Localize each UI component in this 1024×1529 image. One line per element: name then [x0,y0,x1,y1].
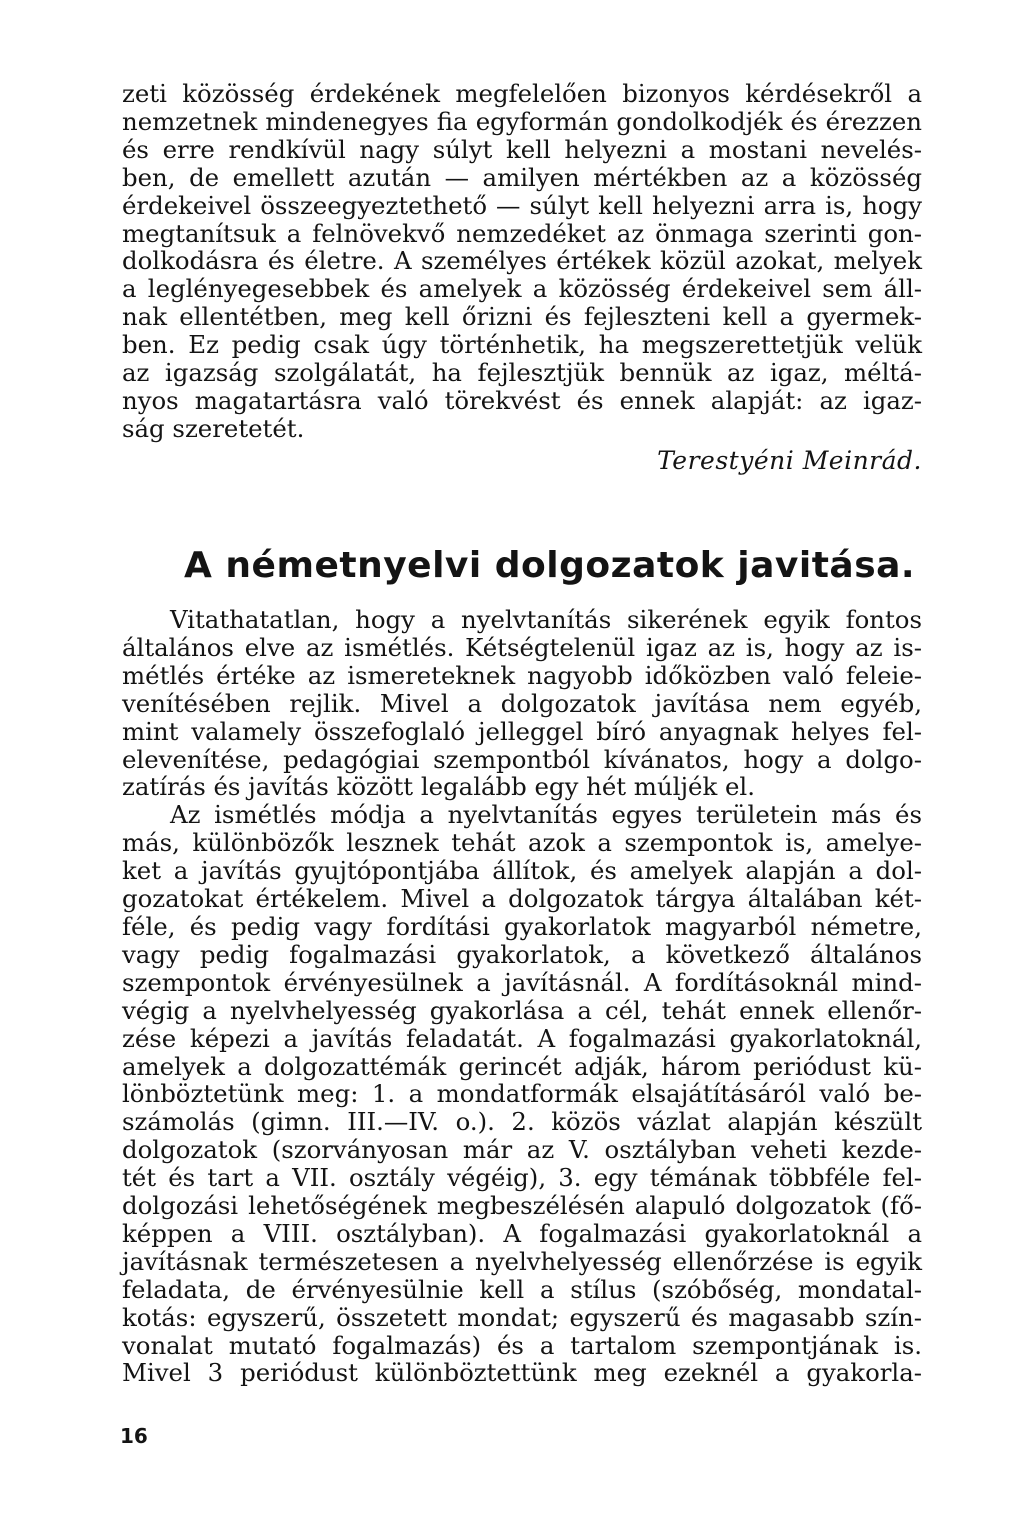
text-line: kotás: egyszerű, összetett mondat; egyszerű és magasabb szín- [122,1302,922,1332]
text-line: képpen a VIII. osztályban). A fogalmazási gyakorlatoknál a [122,1218,922,1248]
text-line: és erre rendkívül nagy súlyt kell helyezni a mostani nevelés- [122,134,922,164]
text-line: métlés értéke az ismereteknek nagyobb időközben való feleie- [122,660,922,690]
text-line: zatírás és javítás között legalább egy hét múljék el. [122,772,755,802]
article-body [122,606,922,1387]
text-line: feladata, de érvényesülnie kell a stílus (szóbőség, mondatal- [122,1274,922,1304]
text-line: vagy pedig fogalmazási gyakorlatok, a következő általános [122,939,922,969]
text-line: Vitathatatlan, hogy a nyelvtanítás sikerének egyik fontos [170,605,922,634]
text-line: végig a nyelvhelyesség gyakorlása a cél, tehát ennek ellenőr- [122,995,922,1025]
text-line: ket a javítás gyujtópontjába állítok, és amelyek alapján a dol- [122,856,922,886]
article-heading: A németnyelvi dolgozatok javitása. [184,545,916,586]
text-line: megtanítsuk a felnövekvő nemzedéket az önmaga szerinti gon- [122,218,922,248]
text-line: elevenítése, pedagógiai szempontból kívánatos, hogy a dolgo- [122,744,922,774]
text-line: dolkodásra és életre. A személyes értékek közül azokat, melyek [122,246,922,276]
page-number: 16 [120,1424,148,1448]
text-line: dolgozási lehetőségének megbeszélésén alapuló dolgozatok (fő- [122,1191,922,1221]
text-line: vonalat mutató fogalmazás) és a tartalom szempontjának is. [122,1330,922,1360]
paragraph-continued [122,80,922,443]
author-signature: Terestyéni Meinrád. [657,446,922,475]
text-line: nemzetnek mindenegyes fia egyformán gondolkodjék és érezzen [122,106,922,136]
text-line: amelyek a dolgozattémák gerincét adják, három periódust kü- [122,1051,922,1081]
text-line: gozatokat értékelem. Mivel a dolgozatok tárgya általában két- [122,884,922,914]
text-line: Mivel 3 periódust különböztettünk meg ezeknél a gyakorla- [122,1358,922,1388]
text-line: ság szeretetét. [122,413,305,443]
text-line: javításnak természetesen a nyelvhelyesség ellenőrzése is egyik [122,1246,922,1276]
text-line: általános elve az ismétlés. Kétségtelenül igaz az is, hogy az is- [122,632,922,662]
text-line: érdekeivel összeegyeztethető — súlyt kell helyezni arra is, hogy [122,190,922,220]
text-line: szempontok érvényesülnek a javításnál. A fordításoknál mind- [122,967,922,997]
text-line: mint valamely összefoglaló jelleggel bíró anyagnak helyes fel- [122,716,922,746]
text-line: zeti közösség érdekének megfelelően bizonyos kérdésekről a [122,79,922,108]
text-line: zése képezi a javítás feladatát. A fogalmazási gyakorlatoknál, [122,1023,922,1053]
text-line: Az ismétlés módja a nyelvtanítás egyes területein más és [170,800,922,830]
text-line: féle, és pedig vagy fordítási gyakorlatok magyarból németre, [122,911,922,941]
text-line: az igazság szolgálatát, ha fejlesztjük bennük az igaz, méltá- [122,358,922,388]
text-line: más, különbözők lesznek tehát azok a szempontok is, amelye- [122,828,922,858]
text-line: a leglényegesebbek és amelyek a közösség érdekeivel sem áll- [122,274,922,304]
text-line: tét és tart a VII. osztály végéig), 3. egy témának többféle fel- [122,1163,922,1193]
text-line: dolgozatok (szorványosan már az V. osztályban veheti kezde- [122,1135,922,1165]
text-line: ben, de emellett azután — amilyen mértékben az a közösség [122,162,922,192]
text-line: nak ellentétben, meg kell őrizni és fejleszteni kell a gyermek- [122,302,922,332]
text-line: venítésében rejlik. Mivel a dolgozatok javítása nem egyéb, [122,688,922,718]
text-line: számolás (gimn. III.—IV. o.). 2. közös vázlat alapján készült [122,1107,922,1137]
text-line: ben. Ez pedig csak úgy történhetik, ha megszerettetjük velük [122,330,922,360]
text-line: nyos magatartásra való törekvést és ennek alapját: az igaz- [122,385,922,415]
text-line: lönböztetünk meg: 1. a mondatformák elsajátításáról való be- [122,1079,922,1109]
